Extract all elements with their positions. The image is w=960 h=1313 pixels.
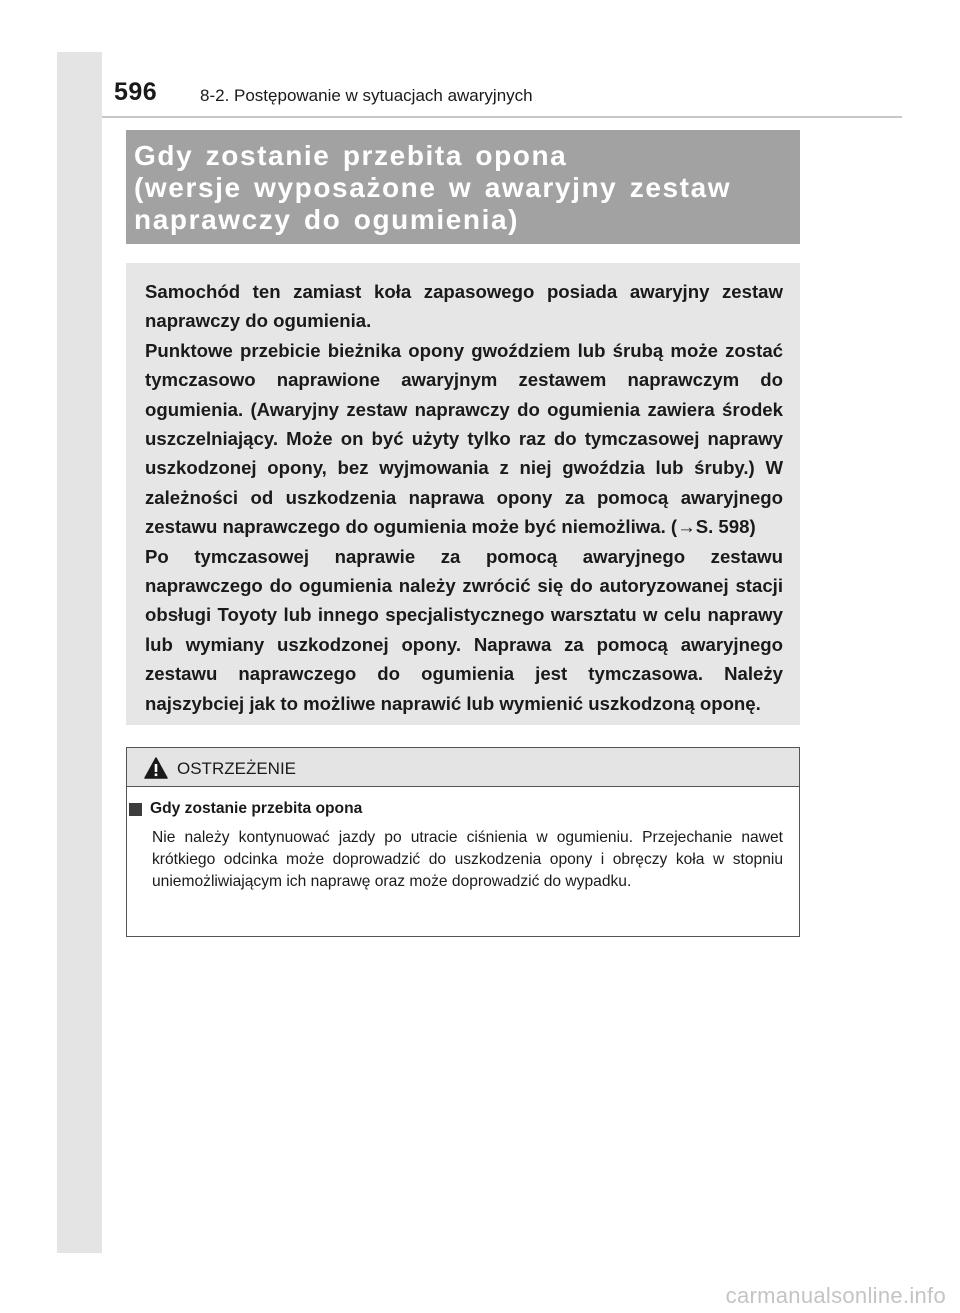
page-reference-link[interactable]: S. 598)	[695, 516, 756, 538]
intro-paragraph-2-text: Punktowe przebicie bieżnika opony gwoździem lub śrubą może zostać tymczasowo naprawione awaryjnym zestawem naprawczym do ogumienia. (Awaryjny zestaw naprawczy do ogumienia zawiera środek uszczelniający. Może on być użyty tylko raz do tymczasowej naprawy uszkodzonej opony, bez wyjmowania z niej gwoździa lub śruby.) W zależności od uszkodzenia naprawa opony za pomocą awaryjnego zestawu naprawczego do ogumienia może być niemożliwa. (	[145, 339, 783, 538]
arrow-icon: →	[677, 516, 696, 538]
side-margin-strip	[57, 52, 102, 1253]
title-line-1: Gdy zostanie przebita opona	[134, 140, 568, 171]
warning-triangle-icon	[144, 757, 168, 779]
chapter-title-block	[126, 130, 800, 244]
page-header	[102, 76, 902, 118]
warning-title: OSTRZEŻENIE	[177, 759, 297, 778]
warning-subhead	[129, 798, 783, 820]
warning-body	[127, 787, 799, 893]
title-line-2: (wersje wyposażone w awaryjny zestaw	[134, 172, 732, 203]
warning-subhead-text: Gdy zostanie przebita opona	[150, 800, 363, 817]
intro-paragraph-2	[145, 336, 783, 542]
intro-paragraph-1: Samochód ten zamiast koła zapasowego posiada awaryjny zestaw naprawczy do ogumienia.	[145, 281, 783, 332]
intro-box	[126, 263, 800, 725]
title-line-3: naprawczy do ogumienia)	[134, 204, 520, 235]
warning-text: Nie należy kontynuować jazdy po utracie ciśnienia w ogumieniu. Przejechanie nawet krótkiego odcinka może doprowadzić do uszkodzenia opony i obręczy koła w stopniu uniemożliwiającym ich naprawę oraz może doprowadzić do wypadku.	[152, 829, 783, 890]
watermark: carmanualsonline.info	[725, 1283, 946, 1308]
warning-box	[126, 747, 800, 937]
warning-header	[127, 748, 799, 787]
page-number: 596	[114, 78, 158, 106]
square-bullet-icon	[129, 803, 142, 816]
section-title: 8-2. Postępowanie w sytuacjach awaryjnych	[200, 86, 533, 105]
intro-paragraph-3: Po tymczasowej naprawie za pomocą awaryjnego zestawu naprawczego do ogumienia należy zwrócić się do autoryzowanej stacji obsługi Toyoty lub innego specjalistycznego warsztatu w celu naprawy lub wymiany uszkodzonej opony. Naprawa za pomocą awaryjnego zestawu naprawczego do ogumienia jest tymczasowa. Należy najszybciej jak to możliwe naprawić lub wymienić uszkodzoną oponę.	[145, 545, 783, 714]
chapter-title	[134, 140, 800, 236]
